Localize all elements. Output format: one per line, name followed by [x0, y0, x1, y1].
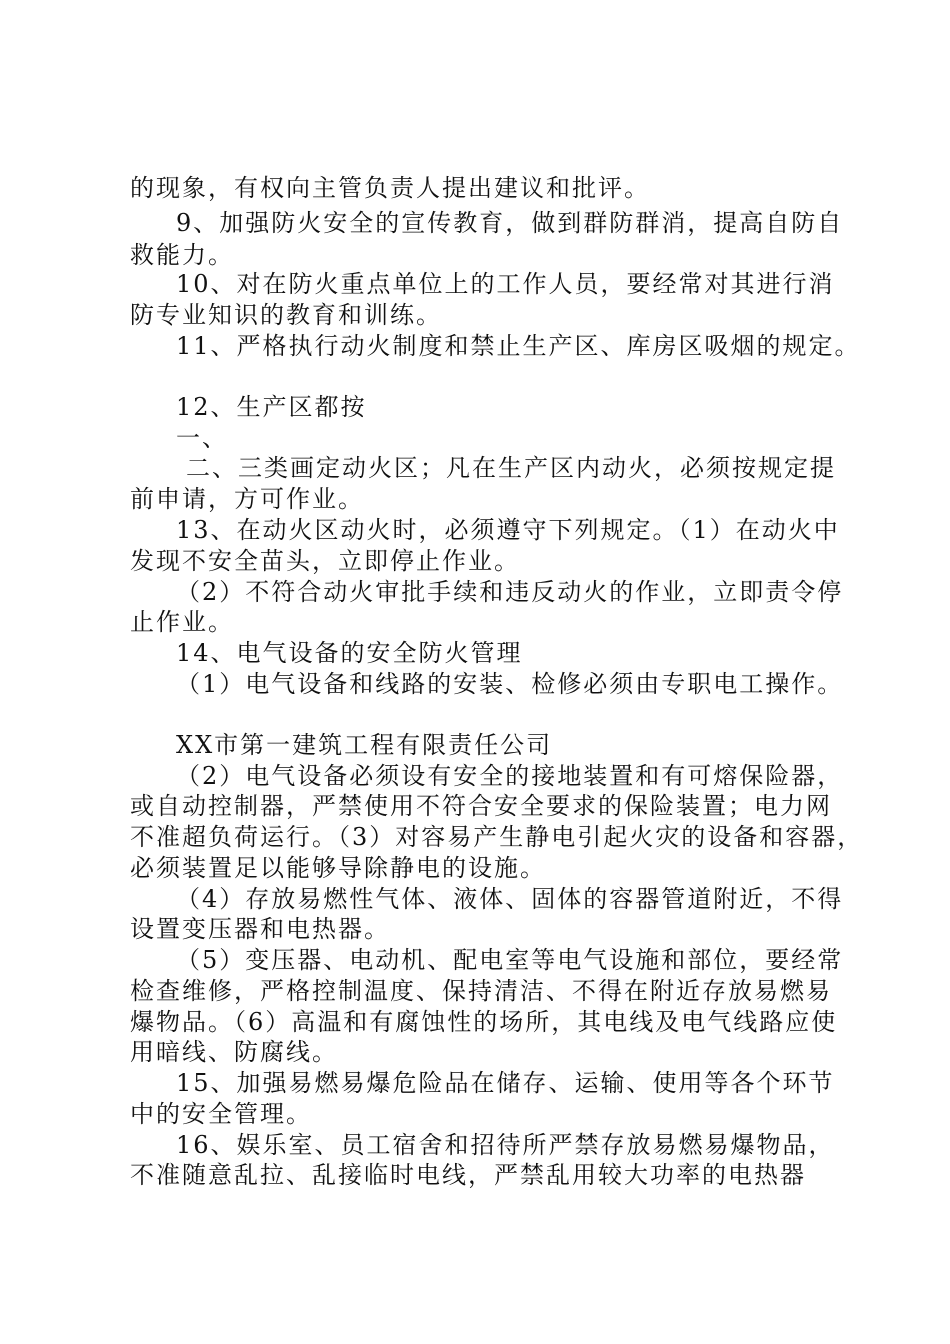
text-line: 16、娱乐室、员工宿舍和招待所严禁存放易燃易爆物品，: [176, 1131, 835, 1159]
text-line: 用暗线、防腐线。: [130, 1038, 338, 1066]
text-line: 止作业。: [130, 608, 234, 636]
text-line: 防专业知识的教育和训练。: [130, 301, 442, 329]
text-line: （2）电气设备必须设有安全的接地装置和有可熔保险器，: [176, 762, 844, 790]
text-line: 不准随意乱拉、乱接临时电线，严禁乱用较大功率的电热器: [130, 1161, 806, 1189]
text-line: 一、: [176, 424, 228, 452]
text-line: （2）不符合动火审批手续和违反动火的作业，立即责令停: [176, 578, 844, 606]
text-line: 设置变压器和电热器。: [130, 915, 390, 943]
text-line: 15、加强易燃易爆危险品在储存、运输、使用等各个环节: [176, 1069, 835, 1097]
text-line: 发现不安全苗头，立即停止作业。: [130, 547, 520, 575]
text-line: 13、在动火区动火时，必须遵守下列规定。（1）在动火中: [176, 516, 840, 544]
text-line: 必须装置足以能够导除静电的设施。: [130, 854, 546, 882]
text-line: 12、生产区都按: [176, 393, 367, 421]
text-line: 救能力。: [130, 241, 234, 269]
text-line: 或自动控制器，严禁使用不符合安全要求的保险装置；电力网: [130, 792, 832, 820]
text-line: 二、三类画定动火区；凡在生产区内动火，必须按规定提: [186, 454, 836, 482]
text-line: 不准超负荷运行。（3）对容易产生静电引起火灾的设备和容器，: [130, 823, 864, 851]
text-line: 9、加强防火安全的宣传教育，做到群防群消，提高自防自: [176, 209, 844, 237]
text-line: 10、对在防火重点单位上的工作人员，要经常对其进行消: [176, 270, 835, 298]
company-name: XX市第一建筑工程有限责任公司: [176, 731, 553, 759]
text-line: 11、严格执行动火制度和禁止生产区、库房区吸烟的规定。: [176, 332, 861, 360]
text-line: （1）电气设备和线路的安装、检修必须由专职电工操作。: [176, 670, 844, 698]
text-line: 中的安全管理。: [130, 1100, 312, 1128]
text-line: （5）变压器、电动机、配电室等电气设施和部位，要经常: [176, 946, 844, 974]
text-line: 14、电气设备的安全防火管理: [176, 639, 523, 667]
text-line: 的现象，有权向主管负责人提出建议和批评。: [130, 174, 650, 202]
text-line: 前申请，方可作业。: [130, 485, 364, 513]
text-line: 爆物品。（6）高温和有腐蚀性的场所，其电线及电气线路应使: [130, 1008, 838, 1036]
text-line: （4）存放易燃性气体、液体、固体的容器管道附近，不得: [176, 885, 844, 913]
text-line: 检查维修，严格控制温度、保持清洁、不得在附近存放易燃易: [130, 977, 832, 1005]
